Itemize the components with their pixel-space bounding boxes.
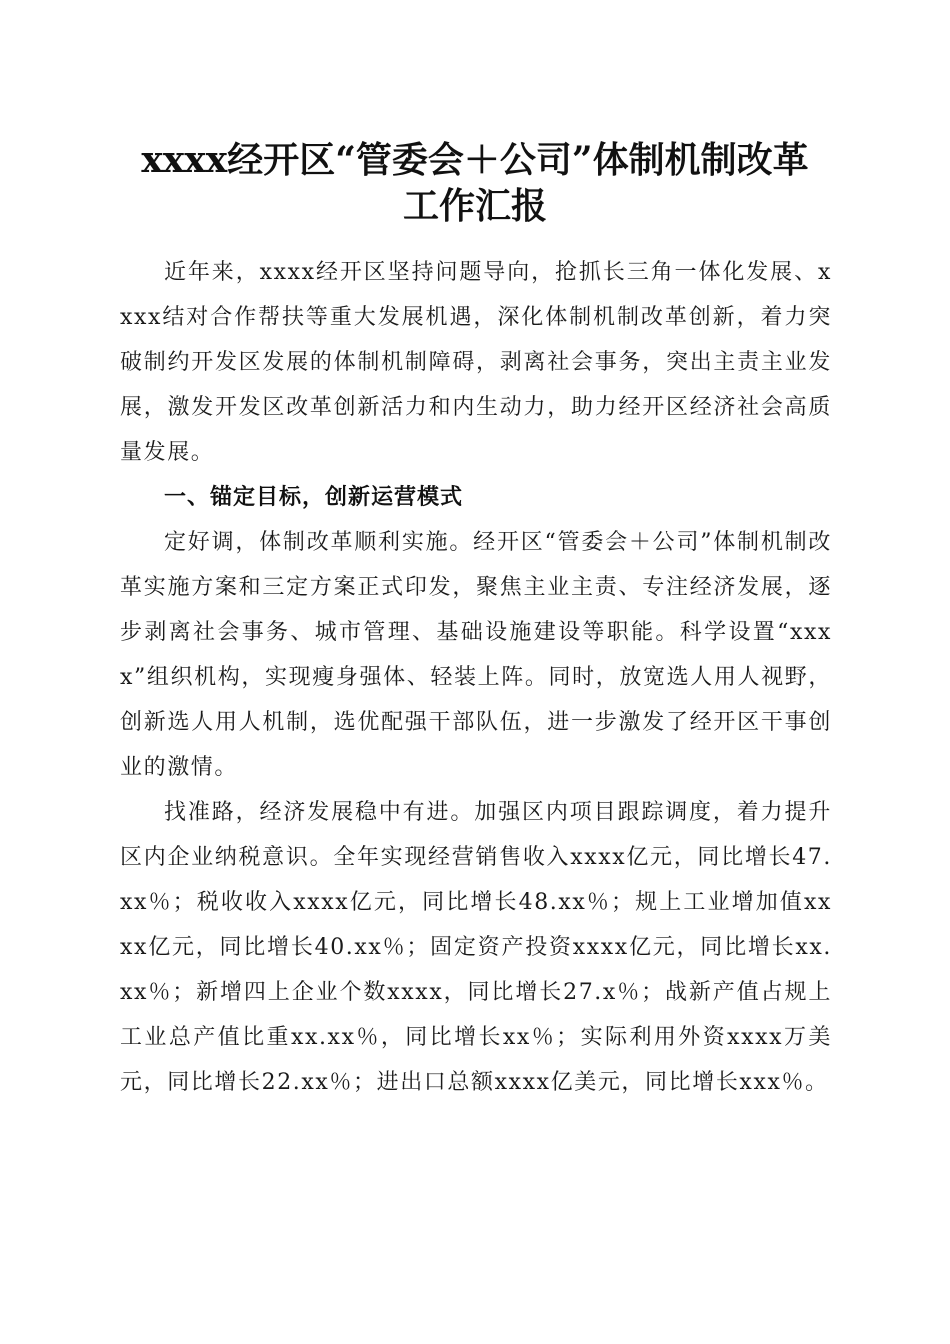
document-body — [120, 250, 832, 1105]
section-1-paragraph-1: 定好调，体制改革顺利实施。经开区“管委会＋公司”体制机制改革实施方案和三定方案正式印发，聚焦主业主责、专注经济发展，逐步剥离社会事务、城市管理、基础设施建设等职能。科学设置“xxxx”组织机构，实现瘦身强体、轻装上阵。同时，放宽选人用人视野，创新选人用人机制，选优配强干部队伍，进一步激发了经开区干事创业的激情。 — [120, 530, 832, 780]
intro-paragraph: 近年来，xxxx经开区坚持问题导向，抢抓长三角一体化发展、xxxx结对合作帮扶等重大发展机遇，深化体制机制改革创新，着力突破制约开发区发展的体制机制障碍，剥离社会事务，突出主责主业发展，激发开发区改革创新活力和内生动力，助力经开区经济社会高质量发展。 — [120, 260, 832, 465]
section-1-paragraph-2: 找准路，经济发展稳中有进。加强区内项目跟踪调度，着力提升区内企业纳税意识。全年实现经营销售收入xxxx亿元，同比增长47.xx％；税收收入xxxx亿元，同比增长48.xx％；规上工业增加值xxxx亿元，同比增长40.xx％；固定资产投资xxxx亿元，同比增长xx.xx％；新增四上企业个数xxxx，同比增长27.x％；战新产值占规上工业总产值比重xx.xx％，同比增长xx％；实际利用外资xxxx万美元，同比增长22.xx％；进出口总额xxxx亿美元，同比增长xxx％。 — [120, 800, 832, 1095]
document-title-line-2: 工作汇报 — [402, 185, 547, 227]
section-1-heading: 一、锚定目标，创新运营模式 — [164, 485, 464, 510]
document-title-line-1: xxxx经开区“管委会＋公司”体制机制改革 — [141, 139, 809, 181]
